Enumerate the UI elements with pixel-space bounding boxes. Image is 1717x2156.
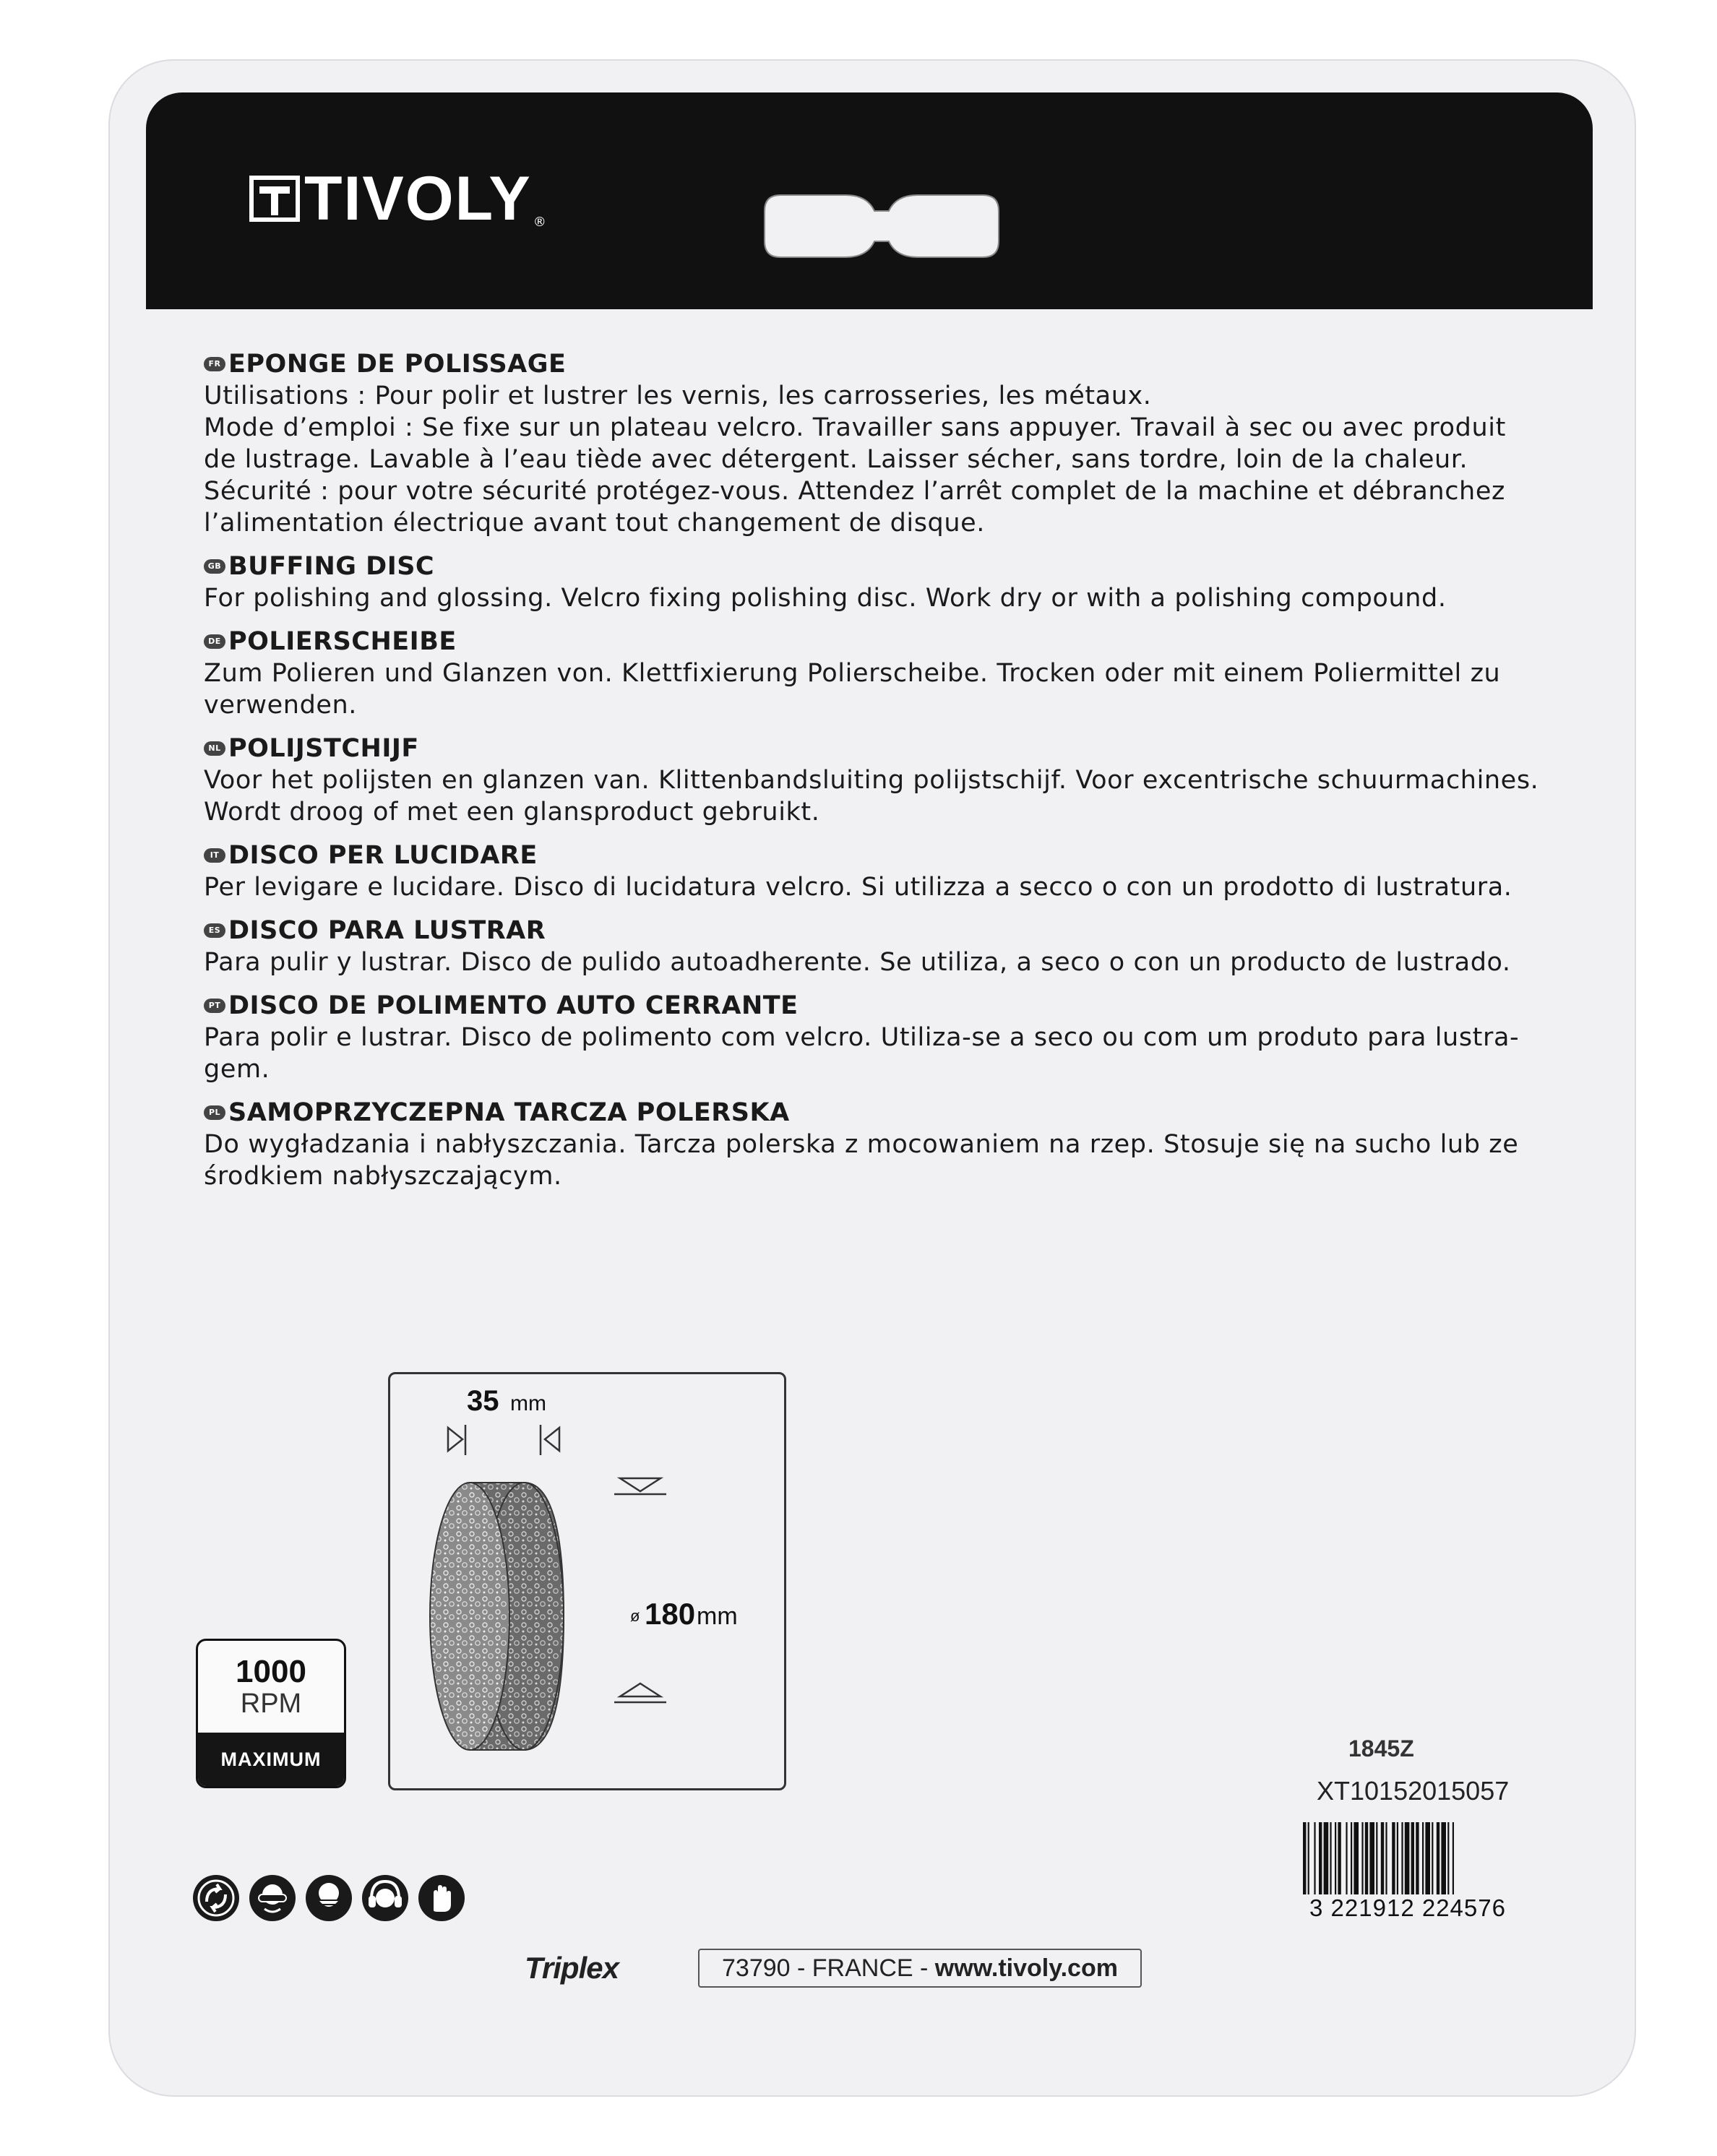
thickness-unit: mm [510, 1392, 546, 1415]
trademark-symbol: ® [533, 215, 546, 230]
barcode-bar [1401, 1822, 1403, 1903]
section-line: gem. [204, 1055, 270, 1084]
triplex-logo: Triplex [525, 1951, 619, 1985]
section-line: Wordt droog of met een glansproduct gebruikt. [204, 798, 820, 827]
barcode-bar [1338, 1822, 1341, 1903]
gloves-icon [416, 1873, 467, 1923]
rpm-value: 1000 [236, 1654, 306, 1689]
serial-number: XT10152015057 [1317, 1776, 1510, 1806]
section-pt [204, 990, 1562, 1085]
section-pl [204, 1097, 1562, 1192]
brand-logo [249, 164, 546, 233]
barcode-bar [1405, 1822, 1410, 1903]
separator: - [790, 1954, 812, 1982]
address-box [698, 1949, 1142, 1988]
flag-pl-icon: PL [204, 1105, 225, 1120]
section-line: Para pulir y lustrar. Disco de pulido autoadherente. Se utiliza, a seco o con un producto de lustrado. [204, 948, 1511, 977]
barcode-bar [1369, 1822, 1374, 1903]
flag-it-icon: IT [204, 848, 225, 863]
section-de [204, 626, 1562, 721]
barcode-bar [1365, 1822, 1368, 1903]
section-title: POLIJSTCHIJF [228, 734, 419, 763]
section-line: For polishing and glossing. Velcro fixing polishing disc. Work dry or with a polishing compound. [204, 584, 1447, 613]
section-it [204, 840, 1562, 903]
thickness-value: 35 [467, 1385, 499, 1417]
instructions-text [204, 348, 1562, 1204]
max-rpm-badge [196, 1639, 346, 1788]
ean-number: 3 221912 224576 [1279, 1894, 1536, 1922]
website-link[interactable]: www.tivoly.com [934, 1954, 1118, 1982]
barcode-bar [1330, 1822, 1331, 1903]
section-title: BUFFING DISC [228, 552, 435, 581]
mask-icon [304, 1873, 354, 1923]
rpm-maximum-label: MAXIMUM [198, 1733, 344, 1786]
section-line: verwenden. [204, 691, 358, 720]
section-title: EPONGE DE POLISSAGE [228, 350, 567, 379]
dimension-diagram [388, 1372, 786, 1790]
section-title: DISCO PER LUCIDARE [228, 841, 538, 870]
section-line: Do wygładzania i nabłyszczania. Tarcza polerska z mocowaniem na rzep. Stosuje się na sucho lub ze [204, 1130, 1519, 1159]
barcode-bar [1392, 1822, 1395, 1903]
disc-drawing [390, 1374, 784, 1788]
product-ref: 1845Z [1348, 1735, 1414, 1762]
barcode-bar [1425, 1822, 1430, 1903]
section-line: środkiem nabłyszczającym. [204, 1162, 562, 1191]
barcode-bar [1397, 1822, 1398, 1903]
diameter-symbol: ø [630, 1607, 640, 1625]
flag-pt-icon: PT [204, 999, 225, 1013]
section-line: Zum Polieren und Glanzen von. Klettfixierung Polierscheibe. Trocken oder mit einem Poliermittel zu [204, 659, 1501, 688]
barcode-bar [1416, 1822, 1419, 1903]
section-line: l’alimentation électrique avant tout changement de disque. [204, 509, 986, 538]
barcode-bar [1376, 1822, 1377, 1903]
ear-protection-icon [360, 1873, 410, 1923]
barcode-bar [1335, 1822, 1336, 1903]
brand-name: TIVOLY [304, 164, 532, 233]
section-line: Per levigare e lucidare. Disco di lucidatura velcro. Si utilizza a secco o con un prodotto di lustratura. [204, 873, 1512, 902]
barcode-bar [1447, 1822, 1449, 1903]
section-line: Utilisations : Pour polir et lustrer les vernis, les carrosseries, les métaux. [204, 381, 1152, 410]
flag-de-icon: DE [204, 634, 225, 649]
section-line: de lustrage. Lavable à l’eau tiède avec détergent. Laisser sécher, sans tordre, loin de la chaleur. [204, 445, 1468, 474]
eye-protection-icon [247, 1873, 298, 1923]
section-gb [204, 551, 1562, 614]
flag-es-icon: ES [204, 923, 225, 938]
barcode-bar [1422, 1822, 1424, 1903]
barcode-bar [1437, 1822, 1440, 1903]
barcode-bar [1314, 1822, 1315, 1903]
barcode-bar [1351, 1822, 1352, 1903]
section-title: POLIERSCHEIBE [228, 627, 457, 656]
barcode-bar [1346, 1822, 1347, 1903]
postcode: 73790 [722, 1954, 791, 1982]
tivoly-mark-icon [249, 173, 300, 224]
section-nl [204, 733, 1562, 828]
section-title: DISCO PARA LUSTRAR [228, 916, 546, 945]
barcode-bar [1432, 1822, 1433, 1903]
section-line: Voor het polijsten en glanzen van. Klittenbandsluiting polijstschijf. Voor excentrische schuurmachines. [204, 766, 1539, 795]
barcode-bar [1361, 1822, 1363, 1903]
section-title: SAMOPRZYCZEPNA TARCZA POLERSKA [228, 1098, 790, 1127]
section-line: Para polir e lustrar. Disco de polimento com velcro. Utiliza-se a seco ou com um produto para lustra- [204, 1023, 1520, 1052]
barcode-bar [1441, 1822, 1446, 1903]
section-line: Mode d’emploi : Se fixe sur un plateau velcro. Travailler sans appuyer. Travail à sec ou avec produit [204, 413, 1506, 442]
flag-fr-icon: FR [204, 357, 225, 371]
section-line: Sécurité : pour votre sécurité protégez-vous. Attendez l’arrêt complet de la machine et débranchez [204, 477, 1505, 506]
section-fr [204, 348, 1562, 539]
flag-nl-icon: NL [204, 741, 225, 756]
section-es [204, 915, 1562, 978]
barcode-bar [1411, 1822, 1414, 1903]
flag-gb-icon: GB [204, 559, 225, 574]
separator: - [913, 1954, 935, 1982]
barcode-bar [1354, 1822, 1359, 1903]
rpm-unit: RPM [240, 1689, 302, 1719]
diameter-value: 180 [645, 1597, 696, 1631]
barcode-bar [1319, 1822, 1322, 1903]
country: FRANCE [812, 1954, 913, 1982]
safety-icons [191, 1873, 467, 1923]
diameter-unit: mm [697, 1603, 738, 1630]
barcode-bar [1324, 1822, 1329, 1903]
recycle-icon [191, 1873, 241, 1923]
section-title: DISCO DE POLIMENTO AUTO CERRANTE [228, 991, 799, 1020]
barcode-bar [1385, 1822, 1387, 1903]
hang-hole [759, 189, 1004, 263]
